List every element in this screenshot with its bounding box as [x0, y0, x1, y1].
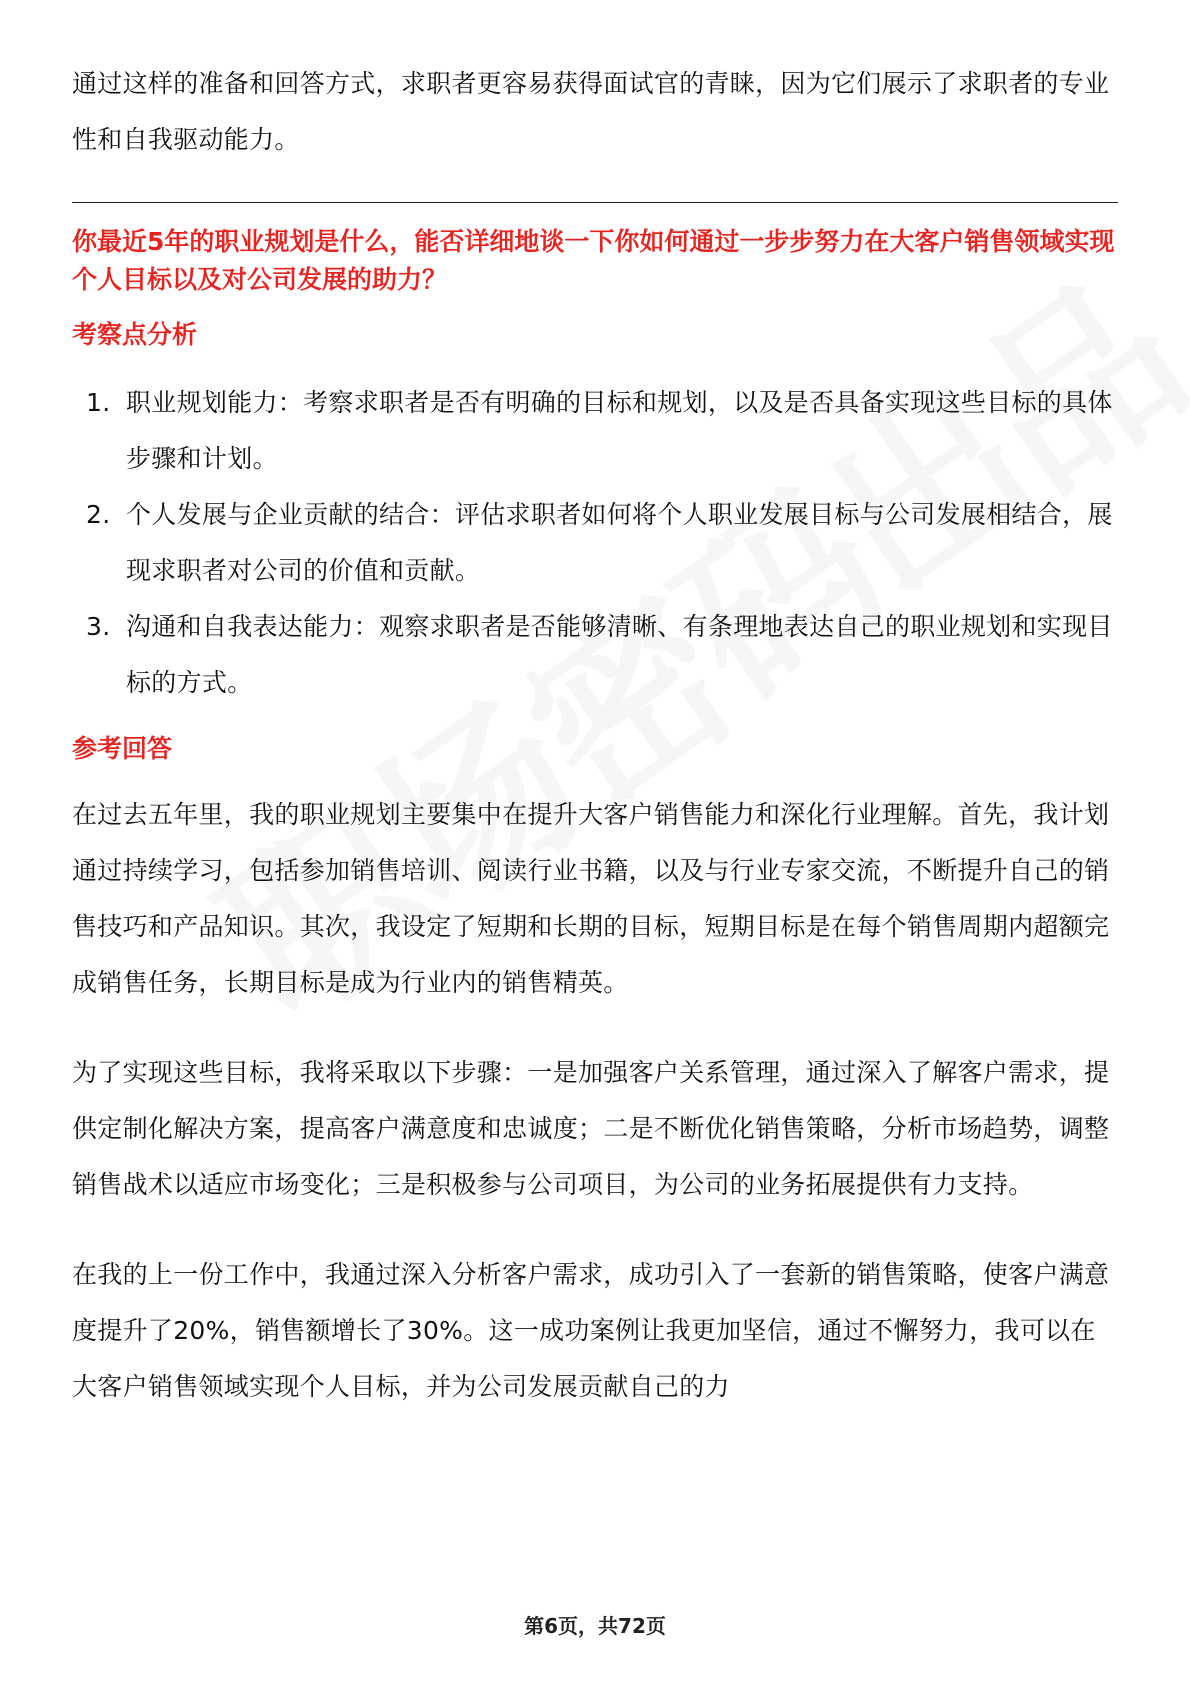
point-number: 1.	[86, 388, 111, 417]
answer-paragraph: 在我的上一份工作中，我通过深入分析客户需求，成功引入了一套新的销售策略，使客户满意度提升了20%，销售额增长了30%。这一成功案例让我更加坚信，通过不懈努力，我可以在大客户销售领域实现个人目标，并为公司发展贡献自己的力	[72, 1260, 1110, 1401]
point-text: 职业规划能力：考察求职者是否有明确的目标和规划，以及是否具备实现这些目标的具体步骤和计划。	[126, 388, 1113, 473]
analysis-point	[72, 487, 1118, 599]
intro-paragraph: 通过这样的准备和回答方式，求职者更容易获得面试官的青睐，因为它们展示了求职者的专业性和自我驱动能力。	[72, 69, 1110, 154]
analysis-point	[72, 375, 1118, 487]
analysis-point-list	[72, 375, 1118, 711]
answer-paragraph: 在过去五年里，我的职业规划主要集中在提升大客户销售能力和深化行业理解。首先，我计划通过持续学习，包括参加销售培训、阅读行业书籍，以及与行业专家交流，不断提升自己的销售技巧和产品知识。其次，我设定了短期和长期的目标，短期目标是在每个销售周期内超额完成销售任务，长期目标是成为行业内的销售精英。	[72, 800, 1110, 997]
point-text: 个人发展与企业贡献的结合：评估求职者如何将个人职业发展目标与公司发展相结合，展现求职者对公司的价值和贡献。	[126, 500, 1113, 585]
question-title: 你最近5年的职业规划是什么，能否详细地谈一下你如何通过一步步努力在大客户销售领域实现个人目标以及对公司发展的助力？	[72, 227, 1115, 294]
point-number: 2.	[86, 500, 111, 529]
answer-paragraph: 为了实现这些目标，我将采取以下步骤：一是加强客户关系管理，通过深入了解客户需求，提供定制化解决方案，提高客户满意度和忠诚度；二是不断优化销售策略，分析市场趋势，调整销售战术以适应市场变化；三是积极参与公司项目，为公司的业务拓展提供有力支持。	[72, 1058, 1110, 1199]
section-divider	[72, 202, 1118, 203]
point-number: 3.	[86, 612, 111, 641]
analysis-point	[72, 599, 1118, 711]
analysis-heading: 考察点分析	[72, 320, 198, 349]
page-content	[72, 56, 1118, 1449]
point-text: 沟通和自我表达能力：观察求职者是否能够清晰、有条理地表达自己的职业规划和实现目标的方式。	[126, 612, 1113, 697]
answer-heading: 参考回答	[72, 734, 173, 763]
page-number-footer: 第6页，共72页	[524, 1614, 666, 1638]
